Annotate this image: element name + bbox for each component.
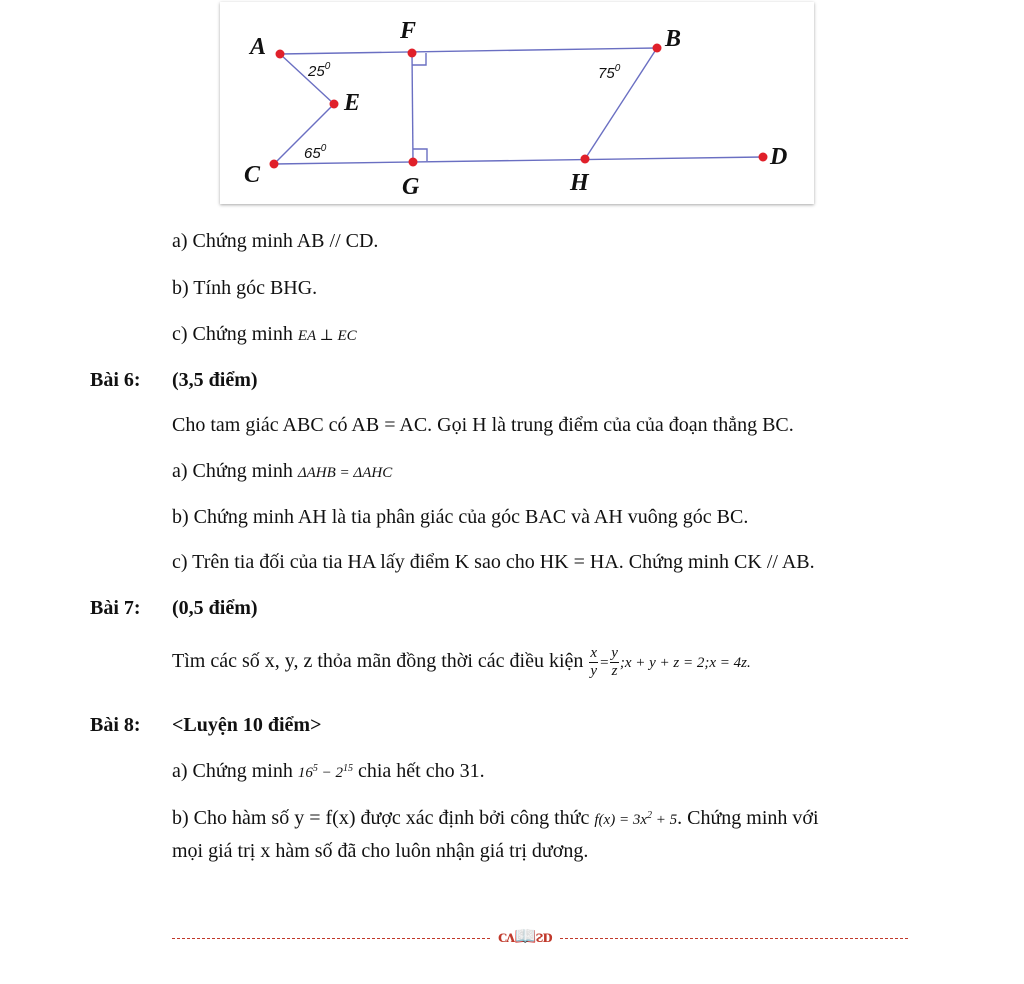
label-D: D [770,144,788,170]
label-G: G [402,174,420,200]
fraction-y-over-z: $\frac{y}{z}$ [611,645,618,679]
book-ornament-icon: ᴄᴧ📖ᴤᴅ [497,926,553,946]
point-F [408,49,417,58]
bai8-header [90,714,321,737]
bai8-part-a [172,760,485,783]
bai8-title: Bài 8: [90,714,141,736]
bai5-part-c-math: EA ⊥ EC [297,328,357,344]
divider-left [172,938,490,939]
bai7-text-body: Tìm các số x, y, z thỏa mãn đồng thời các điều kiện [172,650,584,673]
angle-25: $25^0$ [308,61,331,80]
bai7-conditions: ;x + y + z = 2;x = 4z. [619,655,751,672]
bai6-part-c: c) Trên tia đối của tia HA lấy điểm K sao cho HK = HA. Chứng minh CK // AB. [172,551,815,573]
point-B [653,44,662,53]
bai6-part-b: b) Chứng minh AH là tia phân giác của góc BAC và AH vuông góc BC. [172,506,749,528]
bai8-part-a-text: a) Chứng minh [172,760,293,782]
bai8-part-b-text: b) Cho hàm số y = f(x) được xác định bởi công thức [172,807,590,829]
bai5-part-c-text: c) Chứng minh [172,323,293,345]
bai6-header [90,369,258,392]
point-A [276,50,285,59]
label-A: A [250,34,267,60]
bai8-part-b-math: $f(x) = 3x^2 + 5$ [594,810,678,828]
bai5-part-c [172,323,357,346]
bai6-part-a [172,460,392,483]
bai8-part-b-text2: . Chứng minh với [677,807,819,829]
bai7-title: Bài 7: [90,597,141,619]
bai6-intro: Cho tam giác ABC có AB = AC. Gọi H là trung điểm của của đoạn thẳng BC. [172,414,794,436]
bai8-part-b [172,807,819,830]
bai8-part-a-tail: chia hết cho 31. [357,760,485,782]
bai6-points: (3,5 điểm) [172,369,258,391]
footer-divider [172,926,908,950]
bai6-part-a-math: ΔAHB = ΔAHC [297,465,393,481]
bai7-text [172,645,751,680]
label-C: C [244,162,261,188]
segment-AB [280,48,657,54]
label-B: B [665,26,682,52]
point-H [581,155,590,164]
point-E [330,100,339,109]
bai5-part-b: b) Tính góc BHG. [172,277,318,299]
point-D [759,153,768,162]
geometry-diagram [220,2,814,204]
bai5-part-a: a) Chứng minh AB // CD. [172,230,379,252]
label-E: E [344,90,361,116]
segment-BH [585,48,657,159]
label-H: H [570,170,589,196]
bai7-points: (0,5 điểm) [172,597,258,619]
bai8-part-a-math: $16^5 - 2^{15}$ [297,763,353,781]
segment-FG [412,53,413,162]
point-G [409,158,418,167]
bai6-part-a-text: a) Chứng minh [172,460,293,482]
angle-75: $75^0$ [598,63,621,82]
bai8-part-b-line2: mọi giá trị x hàm số đã cho luôn nhận giá trị dương. [172,840,589,862]
angle-65: $65^0$ [304,143,327,162]
divider-right [560,938,908,939]
geometry-figure [220,2,814,204]
point-C [270,160,279,169]
bai8-points: <Luyện 10 điểm> [172,714,322,736]
bai6-title: Bài 6: [90,369,141,391]
segment-CD [274,157,763,164]
equals-sign: = [599,655,610,672]
bai7-header [90,597,258,620]
label-F: F [400,18,417,44]
fraction-x-over-y: $\frac{x}{y}$ [590,645,598,679]
